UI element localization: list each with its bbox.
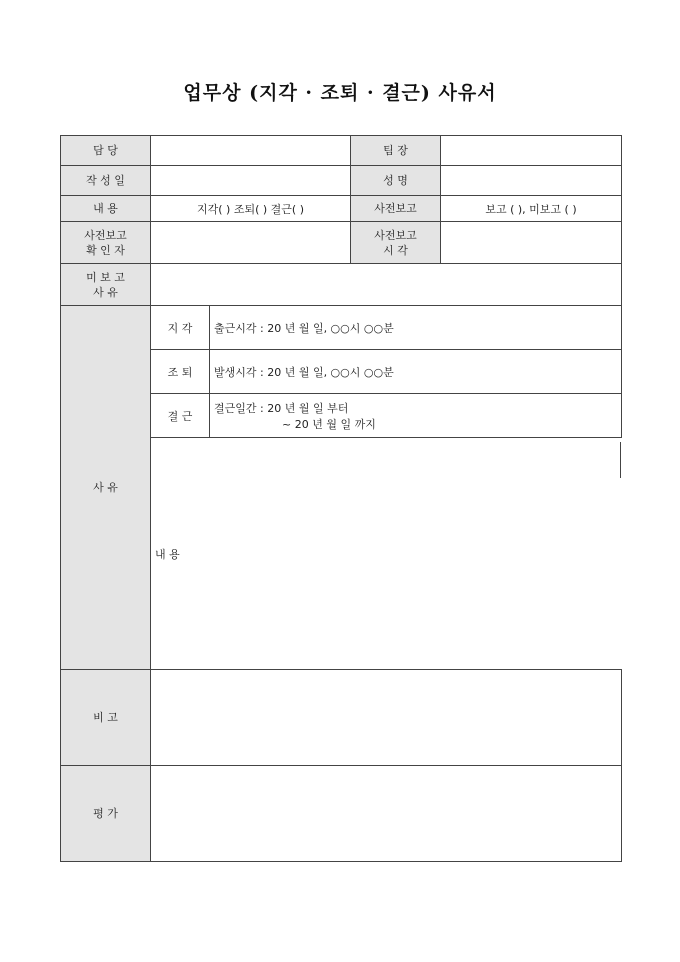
unreported-label-line1: 미 보 고 (86, 270, 125, 284)
absence-field[interactable] (210, 394, 622, 438)
unreported-reason-label (61, 264, 151, 306)
report-time-label-line2: 시 각 (383, 243, 408, 257)
remarks-field[interactable] (151, 670, 622, 766)
early-leave-field[interactable]: 발생시각 : 20 년 월 일, ○○시 ○○분 (210, 350, 622, 394)
reason-label: 사 유 (61, 306, 151, 670)
date-label: 작 성 일 (61, 166, 151, 196)
late-label: 지 각 (151, 306, 210, 350)
evaluation-label: 평 가 (61, 766, 151, 862)
remarks-label: 비 고 (61, 670, 151, 766)
team-lead-field[interactable] (441, 136, 622, 166)
confirmer-label-line2: 확 인 자 (86, 243, 125, 257)
page-title: 업무상 (지각 · 조퇴 · 결근) 사유서 (183, 82, 497, 104)
evaluation-field[interactable] (151, 766, 622, 862)
manager-label: 담 당 (61, 136, 151, 166)
confirmer-field[interactable] (151, 222, 351, 264)
date-field[interactable] (151, 166, 351, 196)
content-type-field[interactable]: 지각( ) 조퇴( ) 결근( ) (151, 196, 351, 222)
manager-field[interactable] (151, 136, 351, 166)
reason-detail-area[interactable] (151, 438, 622, 670)
report-time-label-line1: 사전보고 (374, 228, 417, 242)
excuse-form (60, 135, 622, 862)
unreported-label-line2: 사 유 (93, 285, 118, 299)
absence-period-start: 결근일간 : 20 년 월 일 부터 (214, 401, 349, 415)
confirmer-label (61, 222, 151, 264)
unreported-reason-field[interactable] (151, 264, 622, 306)
team-lead-label: 팀 장 (351, 136, 441, 166)
early-leave-label: 조 퇴 (151, 350, 210, 394)
absence-period-end: ~ 20 년 월 일 까지 (282, 417, 376, 431)
detail-label: 내 용 (155, 547, 180, 561)
content-label: 내 용 (61, 196, 151, 222)
report-time-field[interactable] (441, 222, 622, 264)
confirmer-label-line1: 사전보고 (84, 228, 127, 242)
name-label: 성 명 (351, 166, 441, 196)
late-field[interactable]: 출근시각 : 20 년 월 일, ○○시 ○○분 (210, 306, 622, 350)
report-time-label (351, 222, 441, 264)
prior-report-field[interactable]: 보고 ( ), 미보고 ( ) (441, 196, 622, 222)
prior-report-label: 사전보고 (351, 196, 441, 222)
name-field[interactable] (441, 166, 622, 196)
absence-label: 결 근 (151, 394, 210, 438)
detail-border-segment (620, 442, 621, 478)
